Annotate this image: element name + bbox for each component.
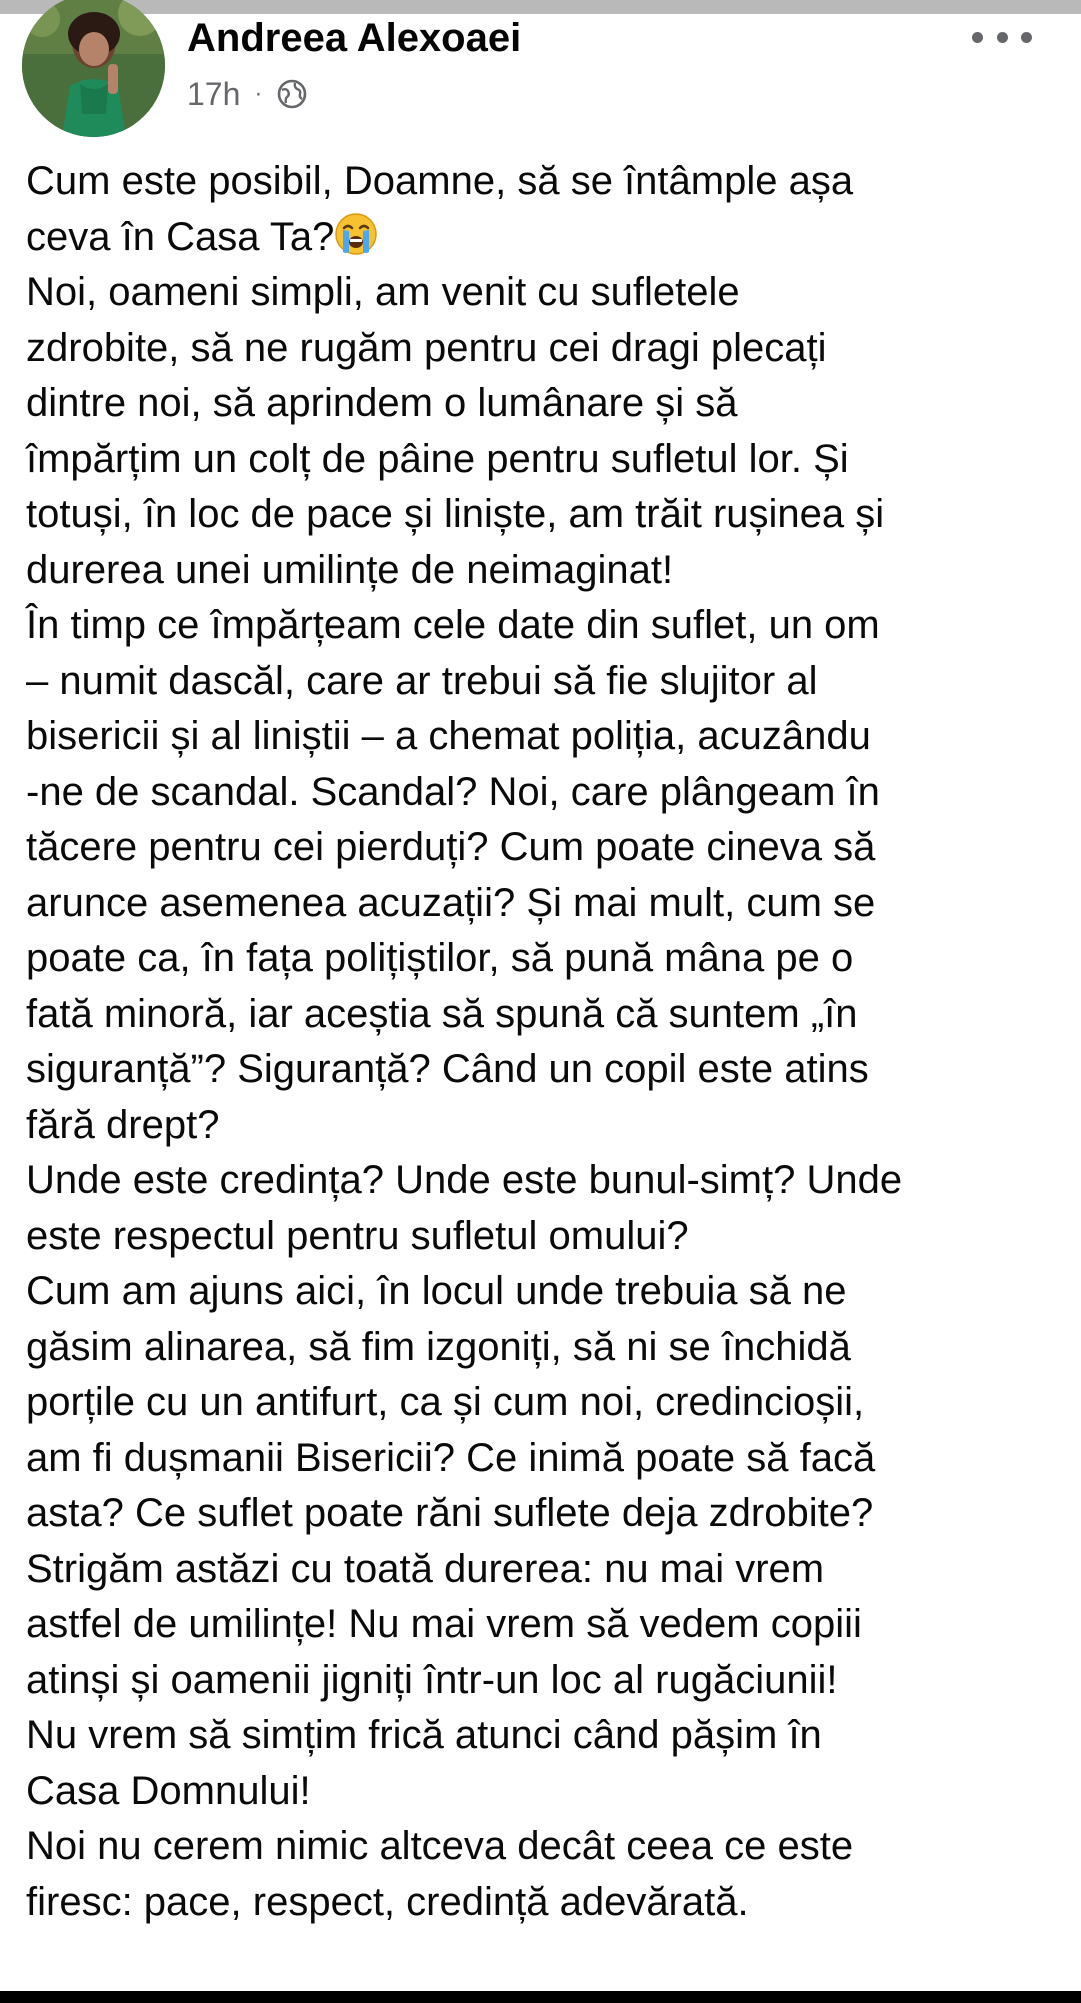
avatar[interactable] — [22, 0, 165, 137]
post-line: durerea unei umilințe de neimaginat! — [26, 547, 674, 592]
post-line: am fi dușmanii Bisericii? Ce inimă poate să facă — [26, 1435, 876, 1480]
more-options-icon[interactable] — [972, 22, 1032, 52]
post-line: Cum este posibil, Doamne, să se întâmple așa — [26, 159, 854, 203]
post-text — [26, 154, 1056, 1930]
more-dot — [997, 32, 1008, 43]
meta-separator: · — [254, 80, 263, 107]
post-line: poate ca, în fața polițiștilor, să pună mâna pe o — [26, 936, 854, 980]
post-line: Casa Domnului! — [26, 1768, 311, 1813]
post-line: dintre noi, să aprindem o lumânare și să — [26, 381, 738, 425]
post-line: Cum am ajuns aici, în locul unde trebuia să ne — [26, 1269, 847, 1313]
avatar-photo — [22, 0, 165, 137]
more-dot — [1021, 32, 1032, 43]
post-line: porțile cu un antifurt, ca și cum noi, credincioșii, — [26, 1380, 865, 1424]
bottom-edge-strip — [0, 1991, 1081, 2003]
post-line: arunce asemenea acuzații? Și mai mult, cum se — [26, 880, 876, 925]
post-line: bisericii și al liniștii – a chemat poliția, acuzându — [26, 714, 871, 758]
crying-face-emoji-icon — [334, 212, 378, 256]
post-line: firesc: pace, respect, credință adevărată. — [26, 1879, 749, 1924]
post-header — [22, 0, 1062, 140]
post-line: Unde este credința? Unde este bunul-simț? Unde — [26, 1158, 903, 1202]
more-dot — [972, 32, 983, 43]
post-line: asta? Ce suflet poate răni suflete deja zdrobite? — [26, 1491, 874, 1535]
post-line-text: ceva în Casa Ta? — [26, 214, 335, 259]
post-line: Nu vrem să simțim frică atunci când pășim în — [26, 1713, 822, 1757]
post-line: împărțim un colț de pâine pentru sufletul lor. Și — [26, 436, 849, 481]
globe-icon[interactable] — [276, 78, 308, 110]
post-line: tăcere pentru cei pierduți? Cum poate cineva să — [26, 825, 876, 869]
author-name[interactable]: Andreea Alexoaei — [187, 16, 522, 60]
post-line: – numit dascăl, care ar trebui să fie slujitor al — [26, 658, 818, 703]
post-line — [26, 210, 1056, 266]
post-line: este respectul pentru sufletul omului? — [26, 1213, 689, 1258]
post-line: totuși, în loc de pace și liniște, am trăit rușinea și — [26, 492, 885, 536]
post-meta — [187, 74, 308, 114]
post-line: În timp ce împărțeam cele date din suflet, un om — [26, 603, 880, 647]
post-line: astfel de umilințe! Nu mai vrem să vedem copiii — [26, 1602, 862, 1646]
post-line: atinși și oamenii jigniți într-un loc al rugăciunii! — [26, 1657, 838, 1702]
post-line: -ne de scandal. Scandal? Noi, care plângeam în — [26, 769, 880, 814]
post-line: fată minoră, iar aceștia să spună că suntem „în — [26, 991, 858, 1036]
post-line: Noi, oameni simpli, am venit cu sufletele — [26, 270, 740, 314]
post-line: zdrobite, să ne rugăm pentru cei dragi plecați — [26, 325, 827, 370]
post-line: Strigăm astăzi cu toată durerea: nu mai vrem — [26, 1546, 825, 1591]
post-timestamp[interactable]: 17h — [187, 75, 241, 112]
post-line: siguranță”? Siguranță? Când un copil este atins — [26, 1047, 869, 1091]
post-line: Noi nu cerem nimic altceva decât ceea ce este — [26, 1824, 854, 1868]
post-line: găsim alinarea, să fim izgoniți, să ni se închidă — [26, 1324, 851, 1369]
post-line: fără drept? — [26, 1102, 220, 1147]
